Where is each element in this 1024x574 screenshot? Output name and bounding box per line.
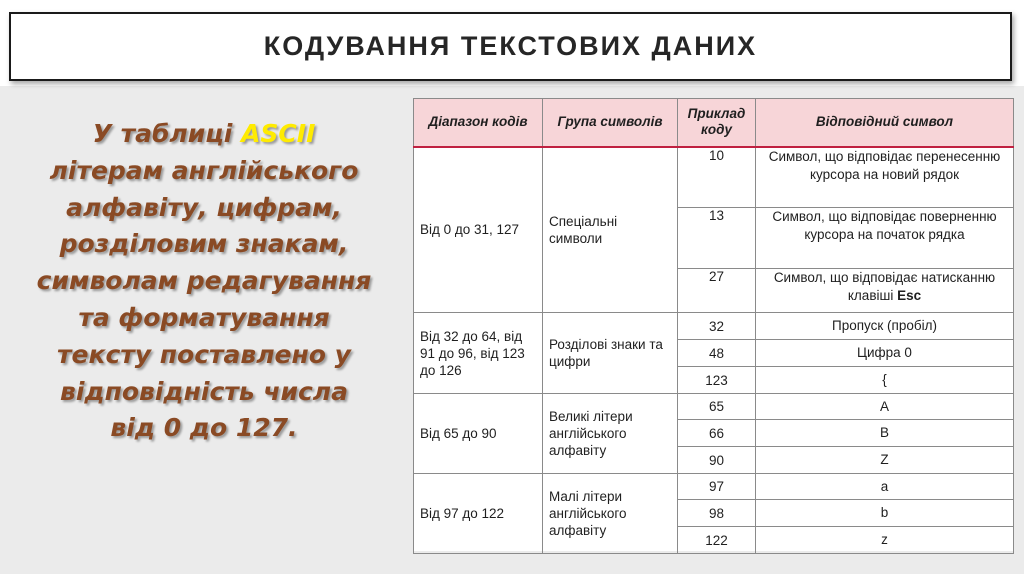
code-cell: 13 <box>678 208 756 269</box>
symbol-cell: z <box>756 527 1014 554</box>
description-line: відповідність числа <box>60 376 348 406</box>
header-code-example: Приклад коду <box>678 99 756 147</box>
ascii-description <box>8 116 400 447</box>
range-cell: Від 0 до 31, 127 <box>414 147 543 313</box>
code-cell: 122 <box>678 527 756 554</box>
symbol-cell: B <box>756 420 1014 447</box>
page-title: КОДУВАННЯ ТЕКСТОВИХ ДАНИХ <box>263 31 758 61</box>
group-cell: Спеціальні символи <box>543 147 678 313</box>
symbol-cell: Символ, що відповідає перенесенню курсора на новий рядок <box>756 147 1014 208</box>
symbol-cell: Символ, що відповідає поверненню курсора на початок рядка <box>756 208 1014 269</box>
table-row <box>414 394 1014 420</box>
description-line: та форматування <box>78 302 330 332</box>
code-cell: 48 <box>678 340 756 367</box>
description-line: розділовим знакам, <box>59 229 349 259</box>
ascii-highlight: ASCII <box>241 119 316 148</box>
code-cell: 90 <box>678 447 756 474</box>
esc-key-label: Esc <box>897 288 922 303</box>
code-cell: 65 <box>678 394 756 420</box>
symbol-cell <box>756 269 1014 313</box>
symbol-cell: b <box>756 500 1014 527</box>
ascii-table <box>413 98 1014 554</box>
group-cell: Розділові знаки та цифри <box>543 313 678 394</box>
code-cell: 66 <box>678 420 756 447</box>
code-cell: 98 <box>678 500 756 527</box>
range-cell: Від 97 до 122 <box>414 474 543 554</box>
description-line: символам редагування <box>36 266 372 296</box>
group-cell: Великі літери англійського алфавіту <box>543 394 678 474</box>
title-box <box>9 12 1012 81</box>
description-line: літерам англійського <box>49 155 359 185</box>
ascii-table-container <box>413 98 1013 551</box>
code-cell: 123 <box>678 367 756 394</box>
code-cell: 10 <box>678 147 756 208</box>
code-cell: 27 <box>678 269 756 313</box>
symbol-cell: { <box>756 367 1014 394</box>
range-cell: Від 32 до 64, від 91 до 96, від 123 до 126 <box>414 313 543 394</box>
symbol-cell: Z <box>756 447 1014 474</box>
description-line: від 0 до 127. <box>110 413 298 443</box>
header-code-range: Діапазон кодів <box>414 99 543 147</box>
table-row <box>414 474 1014 500</box>
table-row <box>414 147 1014 208</box>
range-cell: Від 65 до 90 <box>414 394 543 474</box>
code-cell: 97 <box>678 474 756 500</box>
header-symbol-group: Група символів <box>543 99 678 147</box>
symbol-cell: A <box>756 394 1014 420</box>
description-line: алфавіту, цифрам, <box>66 192 342 222</box>
description-text: У таблиці <box>92 119 242 148</box>
description-line: тексту поставлено у <box>57 339 351 369</box>
symbol-cell: a <box>756 474 1014 500</box>
header-symbol: Відповідний символ <box>756 99 1014 147</box>
table-header-row <box>414 99 1014 147</box>
table-row <box>414 313 1014 340</box>
description-line <box>8 116 400 153</box>
symbol-text: Символ, що відповідає натисканню клавіші <box>773 270 996 303</box>
symbol-cell: Пропуск (пробіл) <box>756 313 1014 340</box>
symbol-cell: Цифра 0 <box>756 340 1014 367</box>
group-cell: Малі літери англійського алфавіту <box>543 474 678 554</box>
code-cell: 32 <box>678 313 756 340</box>
